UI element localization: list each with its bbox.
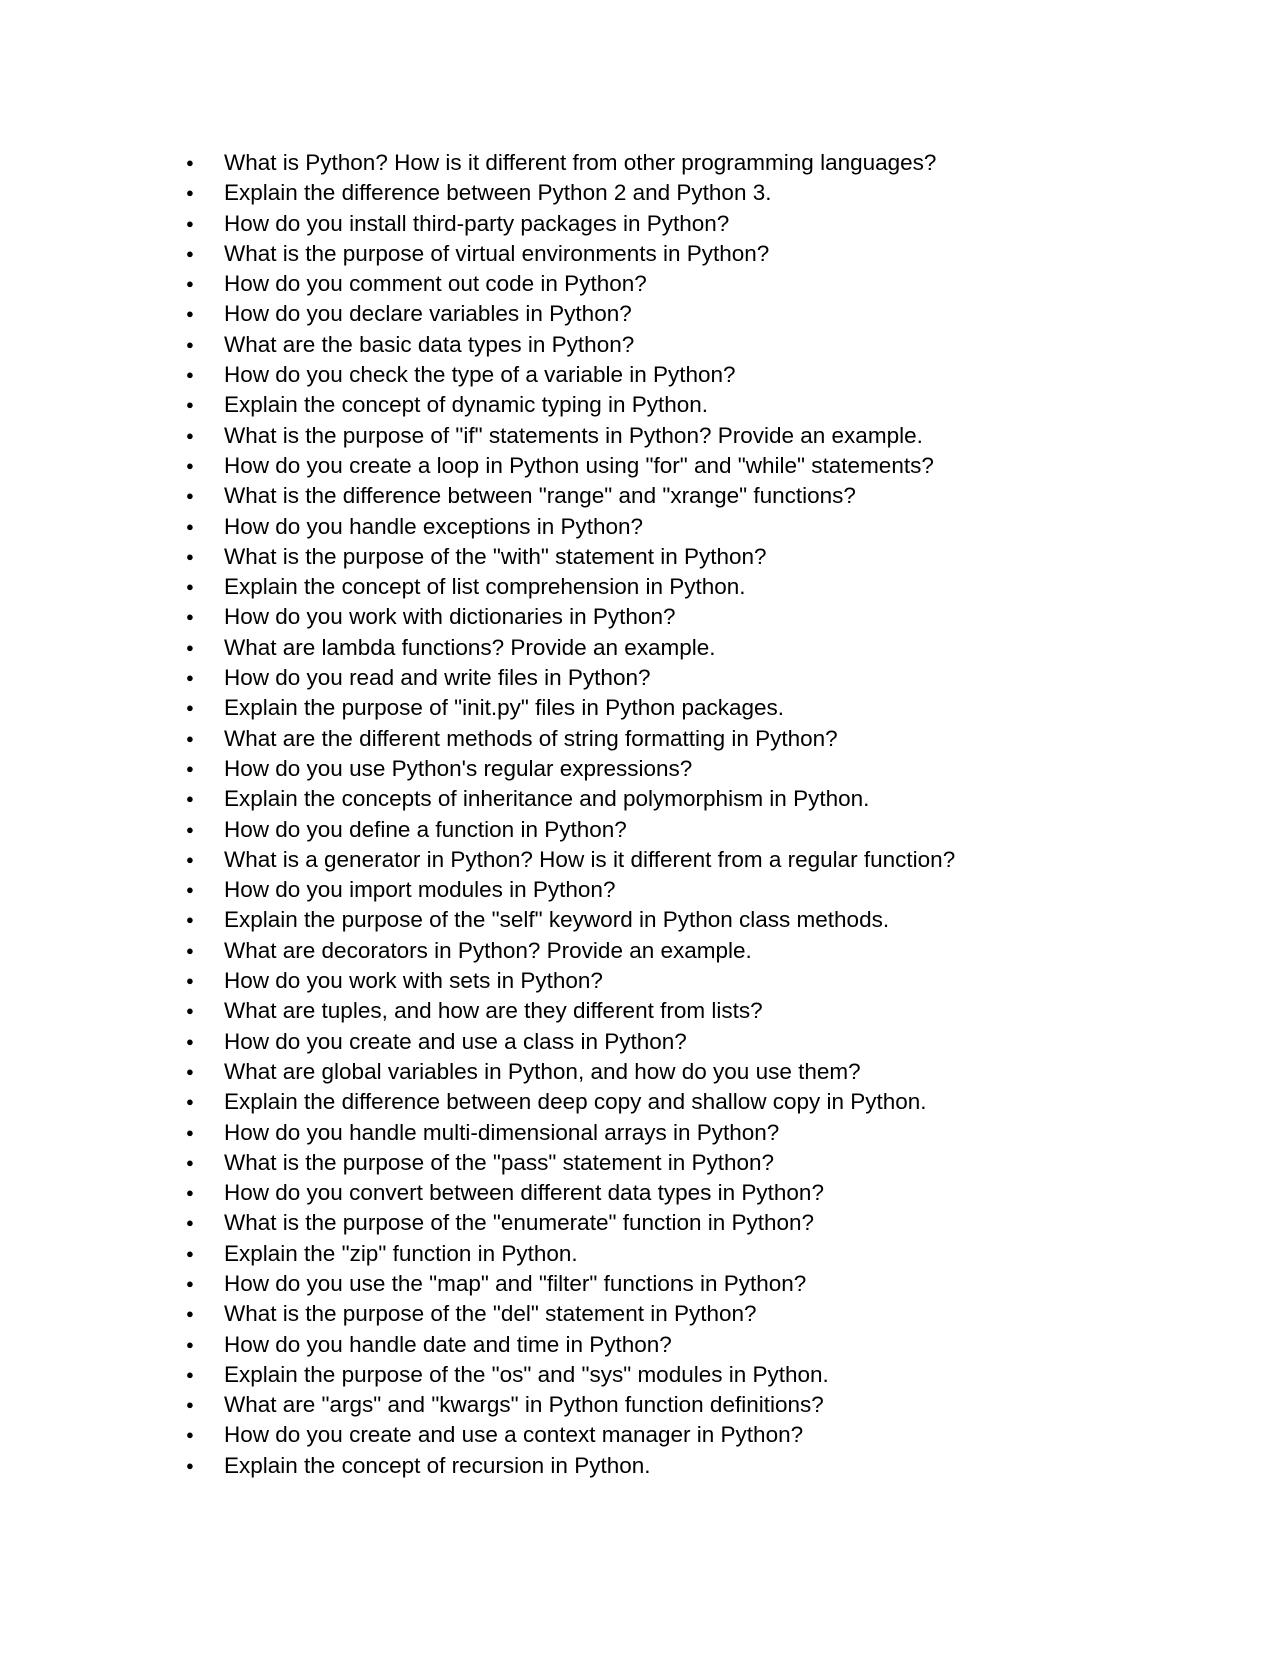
list-item <box>186 1208 1226 1238</box>
bullet-icon: ● <box>186 579 194 595</box>
bullet-icon: ● <box>186 791 194 807</box>
question-text: What is the purpose of "if" statements in Python? Provide an example. <box>224 422 923 448</box>
list-item <box>186 360 1226 390</box>
question-text: What are "args" and "kwargs" in Python function definitions? <box>224 1392 824 1418</box>
list-item <box>186 209 1226 239</box>
bullet-icon: ● <box>186 1094 194 1110</box>
list-item <box>186 875 1226 905</box>
question-text: Explain the purpose of the "os" and "sys" modules in Python. <box>224 1361 829 1387</box>
bullet-icon: ● <box>186 670 194 686</box>
bullet-icon: ● <box>186 973 194 989</box>
bullet-icon: ● <box>186 1033 194 1049</box>
question-text: Explain the "zip" function in Python. <box>224 1240 578 1266</box>
bullet-icon: ● <box>186 700 194 716</box>
question-text: What is the purpose of the "enumerate" function in Python? <box>224 1210 815 1236</box>
list-item <box>186 724 1226 754</box>
list-item <box>186 815 1226 845</box>
question-text: What are the basic data types in Python? <box>224 331 635 357</box>
list-item <box>186 390 1226 420</box>
list-item <box>186 905 1226 935</box>
bullet-icon: ● <box>186 397 194 413</box>
list-item <box>186 602 1226 632</box>
bullet-icon: ● <box>186 1275 194 1291</box>
list-item <box>186 330 1226 360</box>
bullet-icon: ● <box>186 1124 194 1140</box>
list-item <box>186 966 1226 996</box>
question-text: Explain the difference between deep copy and shallow copy in Python. <box>224 1089 927 1115</box>
bullet-icon: ● <box>186 457 194 473</box>
list-item <box>186 1027 1226 1057</box>
bullet-icon: ● <box>186 1427 194 1443</box>
bullet-icon: ● <box>186 851 194 867</box>
question-text: What is the purpose of the "pass" statement in Python? <box>224 1149 775 1175</box>
question-text: How do you install third-party packages in Python? <box>224 210 730 236</box>
bullet-icon: ● <box>186 1457 194 1473</box>
question-text: How do you work with sets in Python? <box>224 968 603 994</box>
bullet-icon: ● <box>186 1003 194 1019</box>
list-item <box>186 1239 1226 1269</box>
question-text: What is the purpose of the "del" statement in Python? <box>224 1301 757 1327</box>
question-text: What is Python? How is it different from other programming languages? <box>224 150 937 175</box>
list-item <box>186 572 1226 602</box>
list-item <box>186 693 1226 723</box>
list-item <box>186 1178 1226 1208</box>
list-item <box>186 1451 1226 1481</box>
bullet-icon: ● <box>186 942 194 958</box>
list-item <box>186 299 1226 329</box>
bullet-icon: ● <box>186 821 194 837</box>
list-item <box>186 845 1226 875</box>
bullet-icon: ● <box>186 488 194 504</box>
question-text: How do you create and use a context manager in Python? <box>224 1422 804 1448</box>
bullet-icon: ● <box>186 367 194 383</box>
bullet-icon: ● <box>186 1185 194 1201</box>
bullet-icon: ● <box>186 306 194 322</box>
list-item <box>186 421 1226 451</box>
list-item <box>186 148 1226 178</box>
question-text: How do you work with dictionaries in Python? <box>224 604 676 630</box>
question-text: How do you check the type of a variable in Python? <box>224 362 736 388</box>
list-item <box>186 1420 1226 1450</box>
bullet-icon: ● <box>186 245 194 261</box>
question-text: How do you create a loop in Python using "for" and "while" statements? <box>224 452 934 478</box>
question-text: How do you comment out code in Python? <box>224 271 647 297</box>
bullet-icon: ● <box>186 639 194 655</box>
bullet-icon: ● <box>186 1063 194 1079</box>
list-item <box>186 269 1226 299</box>
bullet-icon: ● <box>186 155 194 170</box>
question-text: How do you read and write files in Python? <box>224 665 651 691</box>
bullet-icon: ● <box>186 1306 194 1322</box>
list-item <box>186 996 1226 1026</box>
bullet-icon: ● <box>186 215 194 231</box>
question-text: How do you use Python's regular expressions? <box>224 755 693 781</box>
bullet-icon: ● <box>186 548 194 564</box>
bullet-icon: ● <box>186 518 194 534</box>
bullet-icon: ● <box>186 1154 194 1170</box>
question-text: How do you create and use a class in Python? <box>224 1028 687 1054</box>
bullet-icon: ● <box>186 185 194 201</box>
question-text: How do you use the "map" and "filter" functions in Python? <box>224 1270 807 1296</box>
question-text: What are global variables in Python, and how do you use them? <box>224 1058 861 1084</box>
list-item <box>186 1360 1226 1390</box>
bullet-icon: ● <box>186 336 194 352</box>
list-item <box>186 1390 1226 1420</box>
question-text: Explain the difference between Python 2 and Python 3. <box>224 180 772 206</box>
bullet-icon: ● <box>186 427 194 443</box>
bullet-icon: ● <box>186 1366 194 1382</box>
question-text: Explain the concept of list comprehension in Python. <box>224 574 746 600</box>
question-text: Explain the concept of recursion in Python. <box>224 1452 651 1478</box>
bullet-icon: ● <box>186 1397 194 1413</box>
list-item <box>186 542 1226 572</box>
question-text: What is the purpose of the "with" statement in Python? <box>224 543 767 569</box>
list-item <box>186 936 1226 966</box>
list-item <box>186 451 1226 481</box>
list-item <box>186 239 1226 269</box>
bullet-icon: ● <box>186 1245 194 1261</box>
question-text: Explain the purpose of "init.py" files in Python packages. <box>224 695 785 721</box>
question-text: How do you handle exceptions in Python? <box>224 513 644 539</box>
list-item <box>186 754 1226 784</box>
question-text: Explain the concept of dynamic typing in Python. <box>224 392 709 418</box>
question-text: How do you handle multi-dimensional arrays in Python? <box>224 1119 780 1145</box>
question-text: What are tuples, and how are they different from lists? <box>224 998 763 1024</box>
list-item <box>186 1299 1226 1329</box>
question-text: What is the difference between "range" and "xrange" functions? <box>224 483 856 509</box>
question-text: How do you import modules in Python? <box>224 877 616 903</box>
question-text: How do you declare variables in Python? <box>224 301 632 327</box>
question-text: What are lambda functions? Provide an example. <box>224 634 716 660</box>
list-item <box>186 512 1226 542</box>
list-item <box>186 1269 1226 1299</box>
bullet-icon: ● <box>186 276 194 292</box>
bullet-icon: ● <box>186 912 194 928</box>
question-text: How do you handle date and time in Python? <box>224 1331 672 1357</box>
list-item <box>186 1087 1226 1117</box>
list-item <box>186 663 1226 693</box>
bullet-icon: ● <box>186 1336 194 1352</box>
question-text: Explain the concepts of inheritance and polymorphism in Python. <box>224 786 870 812</box>
bullet-icon: ● <box>186 1215 194 1231</box>
question-text: What are the different methods of string formatting in Python? <box>224 725 838 751</box>
list-item <box>186 633 1226 663</box>
list-item <box>186 1118 1226 1148</box>
list-item <box>186 178 1226 208</box>
list-item <box>186 784 1226 814</box>
list-item <box>186 481 1226 511</box>
question-text: How do you convert between different data types in Python? <box>224 1180 824 1206</box>
question-text: How do you define a function in Python? <box>224 816 627 842</box>
list-item <box>186 1330 1226 1360</box>
question-text: What are decorators in Python? Provide an example. <box>224 937 752 963</box>
bullet-icon: ● <box>186 760 194 776</box>
question-list <box>186 148 1226 1481</box>
question-text: What is the purpose of virtual environments in Python? <box>224 240 770 266</box>
list-item <box>186 1057 1226 1087</box>
bullet-icon: ● <box>186 730 194 746</box>
bullet-icon: ● <box>186 609 194 625</box>
question-text: What is a generator in Python? How is it different from a regular function? <box>224 846 956 872</box>
bullet-icon: ● <box>186 882 194 898</box>
list-item <box>186 1148 1226 1178</box>
question-text: Explain the purpose of the "self" keyword in Python class methods. <box>224 907 890 933</box>
